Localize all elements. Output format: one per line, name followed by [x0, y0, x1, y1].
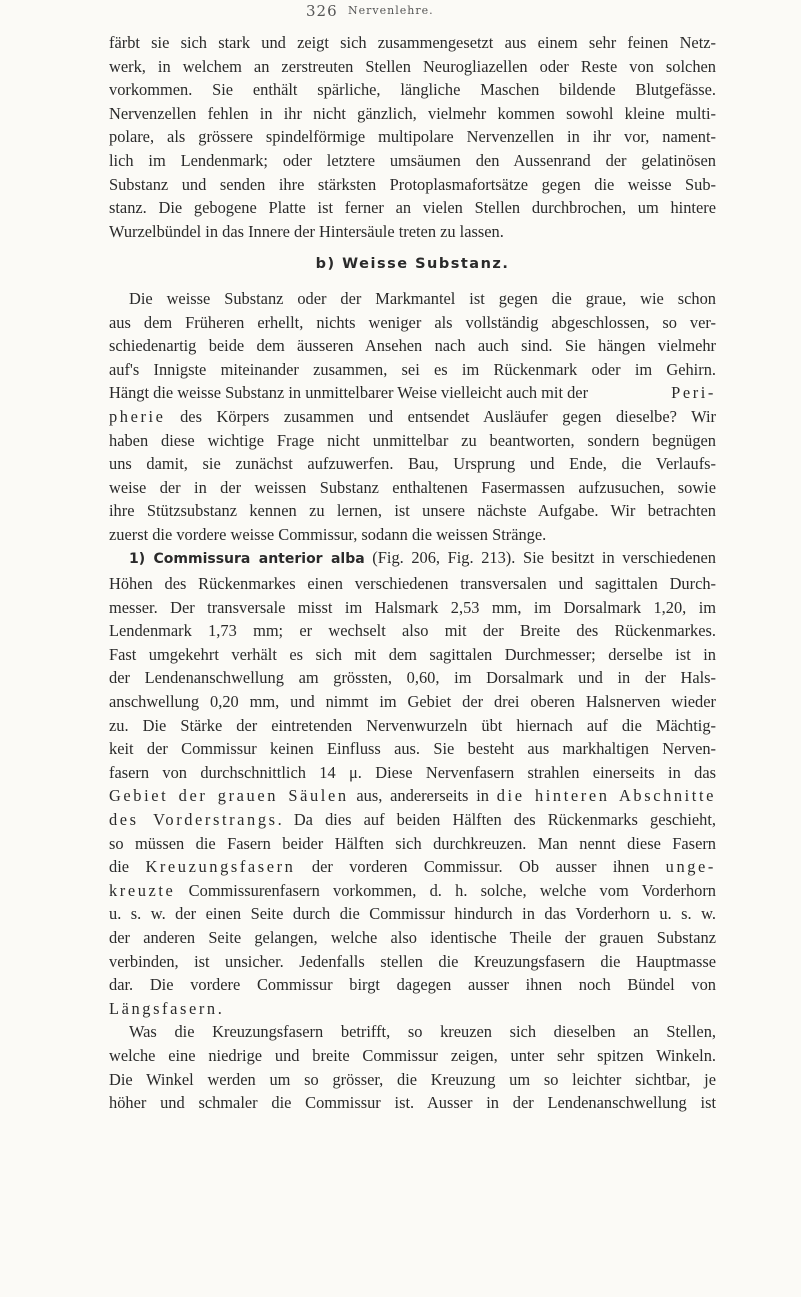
text-line: ihre Stützsubstanz kennen zu lernen, ist unsere nächste Aufgabe. Wir betrachten — [109, 501, 716, 521]
text-fragment: . Da dies auf beiden Hälften des Rückenmarks geschieht, — [277, 810, 716, 829]
text-line: so müssen die Fasern beider Hälften sich durchkreuzen. Man nennt diese Fasern — [109, 833, 716, 853]
text-line: stanz. Die gebogene Platte ist ferner an vielen Stellen durchbrochen, um hintere — [109, 198, 716, 218]
section-heading: b) Weisse Substanz. — [315, 256, 510, 273]
text-line: der anderen Seite gelangen, welche also identische Theile der grauen Substanz — [109, 927, 716, 947]
text-line: polare, als grössere spindelförmige multipolare Nervenzellen in ihr vor, nament- — [109, 127, 716, 147]
text-line: u. s. w. der einen Seite durch die Commissur hindurch in das Vorderhorn u. s. w. — [109, 904, 716, 924]
text-line — [109, 855, 716, 879]
text-fragment: aus, andererseits in — [348, 786, 497, 806]
text-line: Substanz und senden ihre stärksten Protoplasmafortsätze gegen die weisse Sub- — [109, 174, 716, 194]
text-fragment: (Fig. 206, Fig. 213). Sie besitzt in verschiedenen — [364, 548, 716, 568]
body-text — [109, 31, 716, 1115]
spaced-term: Gebiet der grauen Säulen — [109, 786, 349, 806]
text-line: auf's Innigste miteinander zusammen, sei es im Rückenmark oder im Gehirn. — [109, 359, 716, 379]
text-line: Die Winkel werden um so grösser, die Kreuzung um so leichter sichtbar, je — [109, 1069, 716, 1089]
text-fragment: Commissurenfasern vorkommen, d. h. solche, welche vom Vorderhorn — [175, 880, 716, 900]
text-line — [109, 784, 716, 808]
text-fragment: der vorderen Commissur. Ob ausser ihnen — [295, 857, 666, 877]
text-line — [109, 808, 716, 832]
text-line: messer. Der transversale misst im Halsmark 2,53 mm, im Dorsalmark 1,20, im — [109, 597, 716, 617]
text-line: Lendenmark 1,73 mm; er wechselt also mit der Breite des Rückenmarkes. — [109, 621, 716, 641]
text-line: zuerst die vordere weisse Commissur, sodann die weissen Stränge. — [109, 524, 547, 544]
spaced-term: Peri- — [671, 383, 716, 403]
text-line: lich im Lendenmark; oder letztere umsäumen den Aussenrand der gelatinösen — [109, 150, 716, 170]
spaced-term: kreuzte — [109, 880, 176, 900]
page-number: 326 — [306, 2, 338, 20]
spaced-term: pherie — [109, 406, 166, 426]
text-line: werk, in welchem an zerstreuten Stellen Neurogliazellen oder Reste von solchen — [109, 56, 716, 76]
text-line: Was die Kreuzungsfasern betrifft, so kreuzen sich dieselben an Stellen, — [129, 1022, 716, 1042]
spaced-term: Kreuzungsfasern — [145, 857, 296, 877]
text-line: Wurzelbündel in das Innere der Hintersäule treten zu lassen. — [109, 221, 504, 241]
text-line: verbinden, ist unsicher. Jedenfalls stellen die Kreuzungsfasern die Hauptmasse — [109, 951, 716, 971]
text-line: der Lendenanschwellung am grössten, 0,60, im Dorsalmark und in der Hals- — [109, 668, 716, 688]
text-fragment: des Körpers zusammen und entsendet Ausläufer gegen dieselbe? Wir — [165, 406, 716, 426]
text-fragment: Hängt die weisse Substanz in unmittelbarer Weise vielleicht auch mit der — [109, 383, 589, 403]
page-header — [0, 2, 801, 32]
text-fragment: die — [109, 857, 146, 877]
text-line: höher und schmaler die Commissur ist. Ausser in der Lendenanschwellung ist — [109, 1093, 716, 1113]
text-line — [109, 546, 716, 572]
text-line: aus dem Früheren erhellt, nichts weniger als vollständig abgeschlossen, so ver- — [109, 312, 716, 332]
spaced-term: des Vorderstrangs — [109, 810, 278, 829]
term-label: 1) Commissura anterior alba — [129, 551, 365, 568]
text-line: weise der in der weissen Substanz enthaltenen Fasermassen aufzusuchen, sowie — [109, 477, 716, 497]
text-line: zu. Die Stärke der eintretenden Nervenwurzeln übt hiernach auf die Mächtig- — [109, 715, 716, 735]
text-line: welche eine niedrige und breite Commissur zeigen, unter sehr spitzen Winkeln. — [109, 1045, 716, 1065]
text-line: schiedenartig beide dem äusseren Ansehen nach auch sind. Sie hängen vielmehr — [109, 336, 716, 356]
spaced-term: die hinteren Abschnitte — [496, 786, 716, 806]
text-line: Die weisse Substanz oder der Markmantel ist gegen die graue, wie schon — [129, 288, 716, 308]
running-title: Nervenlehre. — [348, 4, 434, 17]
text-line: Nervenzellen fehlen in ihr nicht gänzlich, vielmehr kommen sowohl kleine multi- — [109, 103, 716, 123]
spaced-term: Längsfasern. — [109, 998, 225, 1018]
text-line: fasern von durchschnittlich 14 μ. Diese Nervenfasern strahlen einerseits in das — [109, 762, 716, 782]
text-line — [109, 879, 716, 903]
text-line: Fast umgekehrt verhält es sich mit dem sagittalen Durchmesser; derselbe ist in — [109, 644, 716, 664]
text-line — [109, 405, 716, 429]
text-line: färbt sie sich stark und zeigt sich zusammengesetzt aus einem sehr feinen Netz- — [109, 33, 716, 52]
text-line: haben diese wichtige Frage nicht unmittelbar zu beantworten, sondern begnügen — [109, 430, 716, 450]
text-line: Höhen des Rückenmarkes einen verschiedenen transversalen und sagittalen Durch- — [109, 574, 716, 594]
text-line — [109, 381, 716, 405]
text-line: anschwellung 0,20 mm, und nimmt im Gebiet der drei oberen Halsnerven wieder — [109, 692, 716, 712]
spaced-term: unge- — [665, 857, 716, 877]
text-line: keit der Commissur keinen Einfluss aus. Sie besteht aus markhaltigen Nerven- — [109, 739, 716, 759]
text-line — [109, 997, 716, 1021]
text-line: dar. Die vordere Commissur birgt dagegen ausser ihnen noch Bündel von — [109, 975, 716, 995]
text-line: vorkommen. Sie enthält spärliche, längliche Maschen bildende Blutgefässe. — [109, 80, 716, 100]
text-line: uns damit, sie zunächst aufzuwerfen. Bau, Ursprung und Ende, die Verlaufs- — [109, 454, 716, 474]
